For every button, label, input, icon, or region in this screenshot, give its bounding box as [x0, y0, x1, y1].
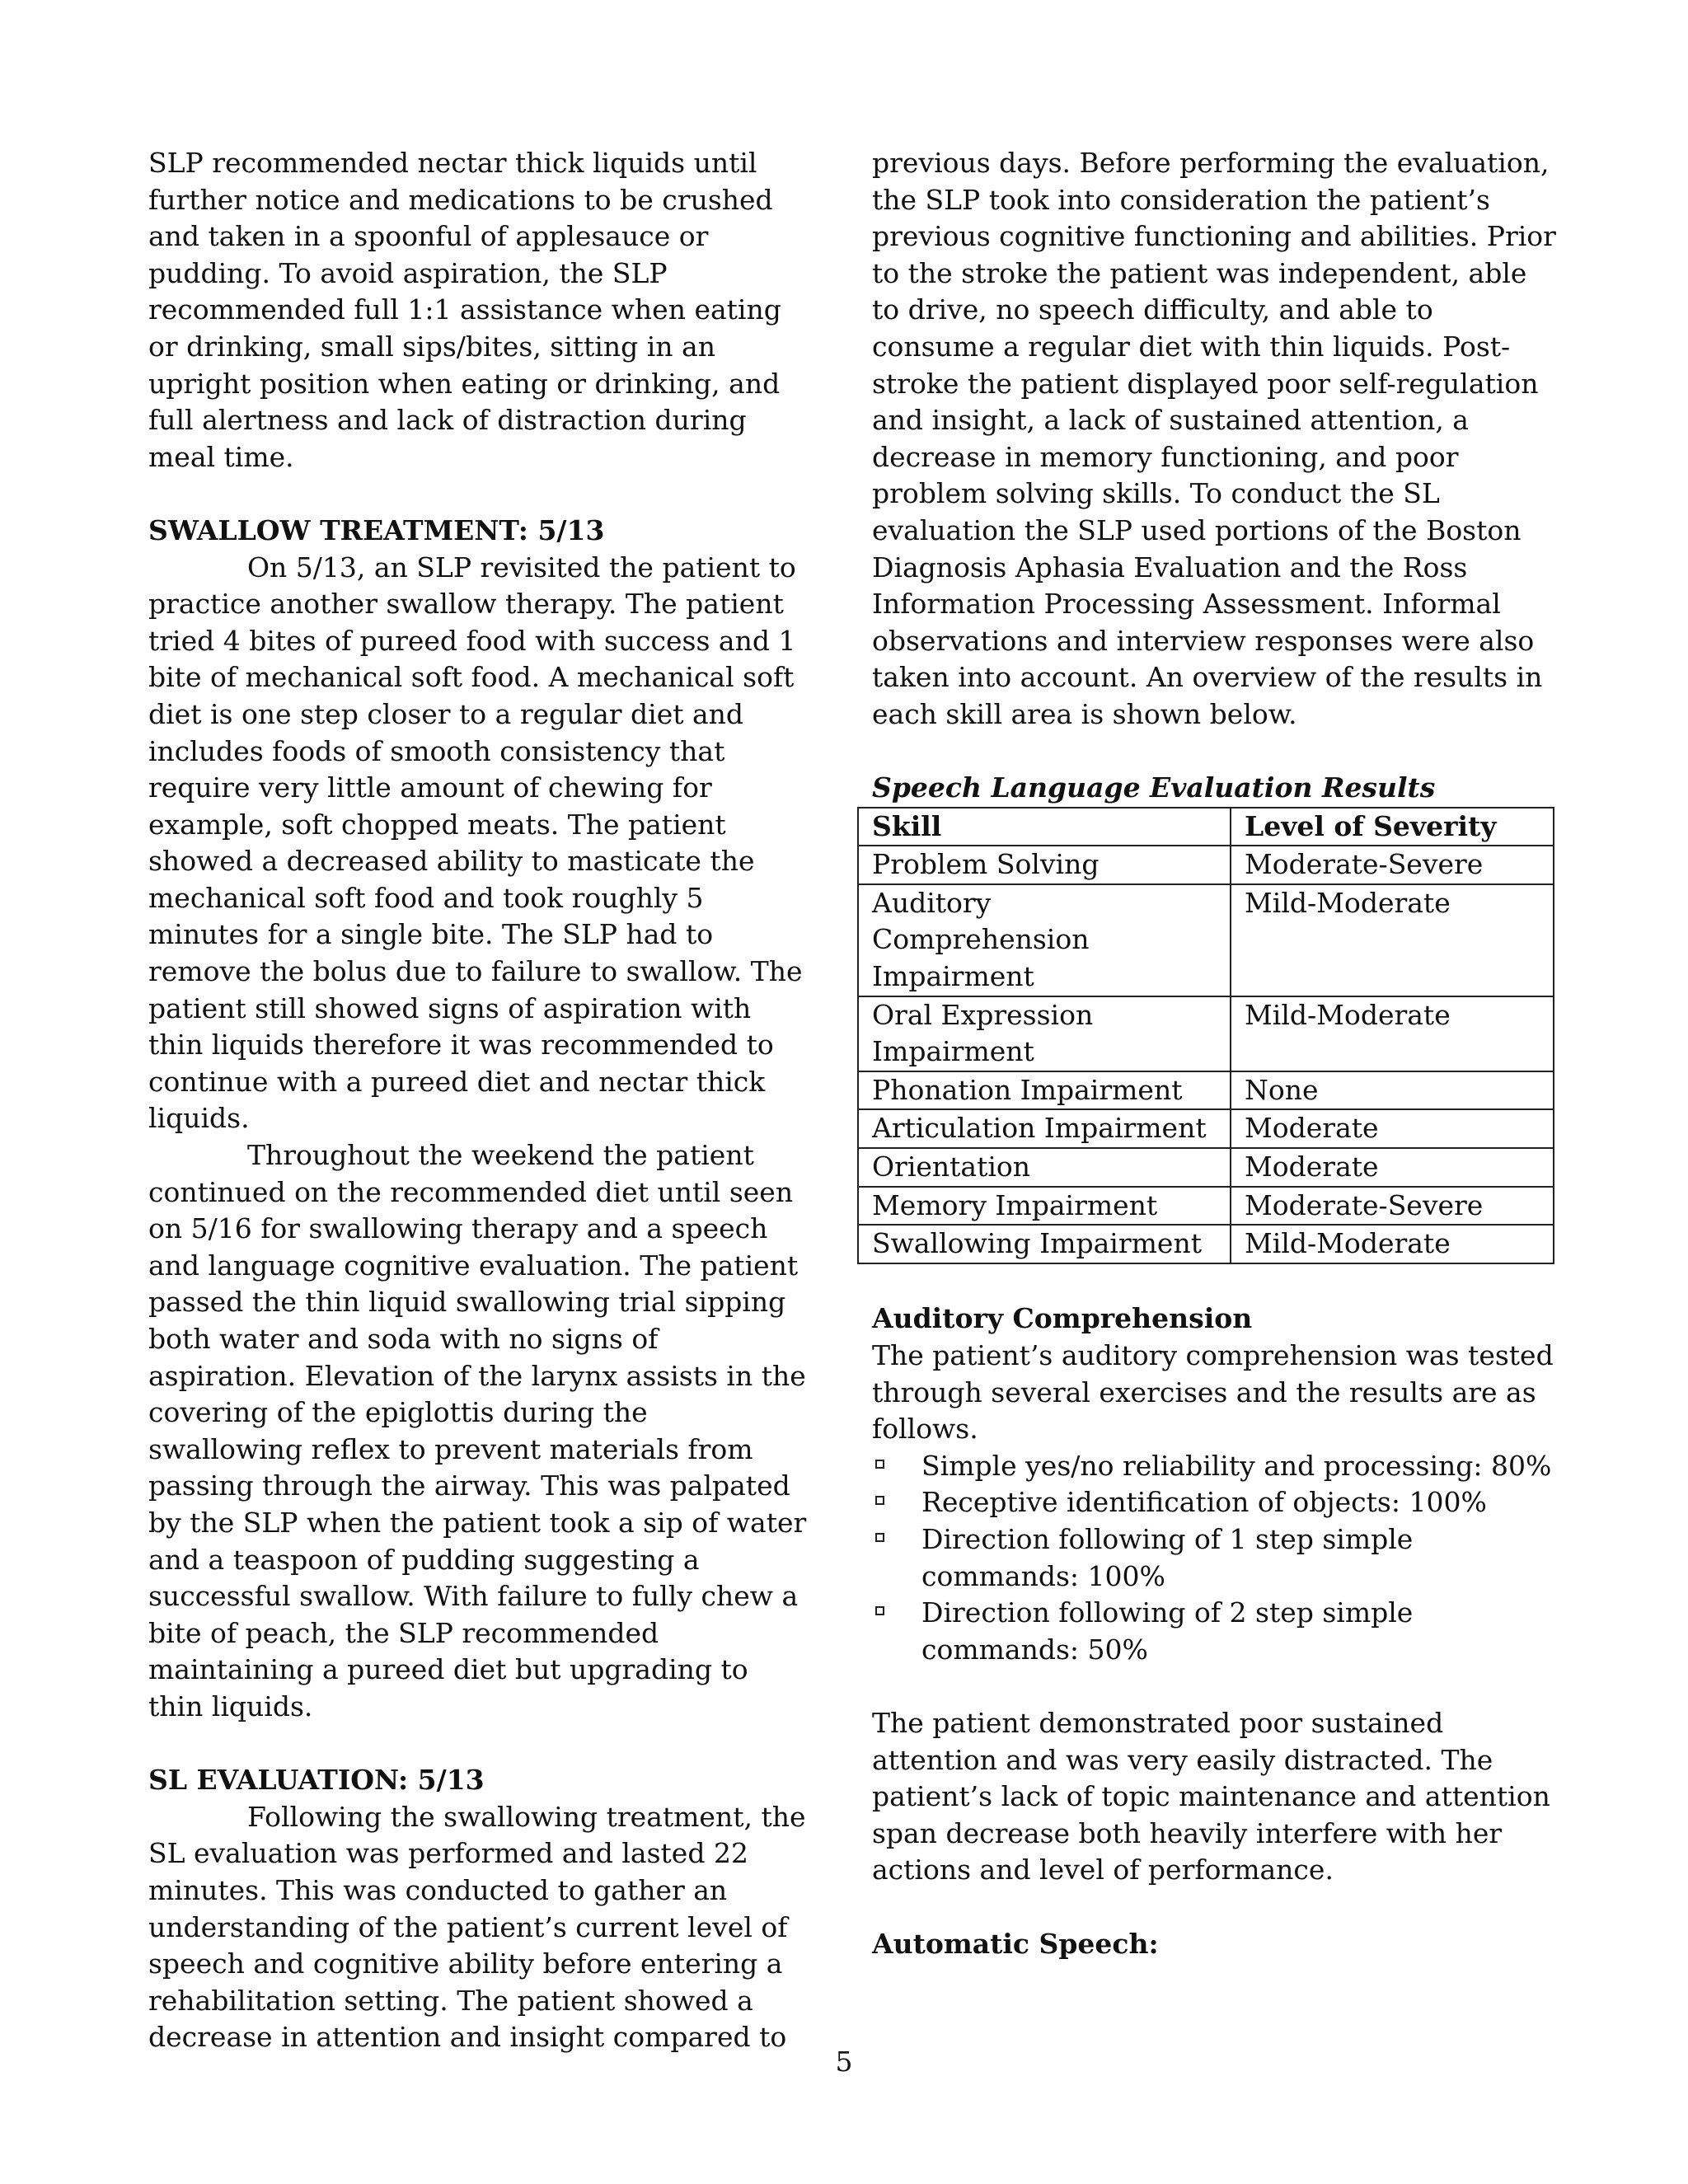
swallow-treatment-heading: SWALLOW TREATMENT: 5/13 — [148, 513, 605, 546]
severity-cell: Mild-Moderate — [1231, 996, 1554, 1071]
sl-evaluation-paragraph: Following the swallowing treatment, the SL evaluation was performed and lasted 22 minutes. This was conducted to gather an understanding of the patient’s current level of speech and cognitive ability before entering a rehabilitation setting. The patient showed a decrease in attention and insight compared to — [148, 1800, 806, 2054]
spacer — [872, 1668, 1556, 1705]
list-item — [872, 1448, 1556, 1485]
severity-cell: Mild-Moderate — [1231, 884, 1554, 996]
swallow-paragraph-1: On 5/13, an SLP revisited the patient to practice another swallow therapy. The patient tried 4 bites of pureed food with success and 1 bite of mechanical soft food. A mechanical soft diet is one step closer to a regular diet and includes foods of smooth consistency that require very little amount of chewing for example, soft chopped meats. The patient showed a decreased ability to masticate the mechanical soft food and took roughly 5 minutes for a single bite. The SLP had to remove the bolus due to failure to swallow. The patient still showed signs of aspiration with thin liquids therefore it was recommended to continue with a pureed diet and nectar thick liquids. — [148, 551, 803, 1135]
table-row — [858, 1225, 1554, 1263]
list-item-text: Receptive identification of objects: 100% — [921, 1486, 1487, 1519]
table-caption: Speech Language Evaluation Results — [872, 771, 1436, 804]
list-item-text: Direction following of 2 step simple commands: 50% — [921, 1596, 1414, 1666]
continued-paragraph: previous days. Before performing the evaluation, the SLP took into consideration the patient’s previous cognitive functioning and abilities. Prior to the stroke the patient was independent, able to drive, no speech difficulty, and able to consume a regular diet with thin liquids. Post-stroke the patient displayed poor self-regulation and insight, a lack of sustained attention, a decrease in memory functioning, and poor problem solving skills. To conduct the SL evaluation the SLP used portions of the Boston Diagnosis Aphasia Evaluation and the Ross Information Processing Assessment. Informal observations and interview responses were also taken into account. An overview of the results in each skill area is shown below. — [872, 147, 1556, 730]
severity-cell: Moderate-Severe — [1231, 1187, 1554, 1226]
square-bullet-icon — [875, 1533, 884, 1542]
table-row — [858, 996, 1554, 1071]
auditory-intro: The patient’s auditory comprehension was tested through several exercises and the results are as follows. — [872, 1339, 1554, 1446]
severity-table — [857, 807, 1554, 1264]
swallow-paragraph-2: Throughout the weekend the patient continued on the recommended diet until seen on 5/16 for swallowing therapy and a speech and language cognitive evaluation. The patient passed the thin liquid swallowing trial sipping both water and soda with no signs of aspiration. Elevation of the larynx assists in the covering of the epiglottis during the swallowing reflex to prevent materials from passing through the airway. This was palpated by the SLP when the patient took a sip of water and a teaspoon of pudding suggesting a successful swallow. With failure to fully chew a bite of peach, the SLP recommended maintaining a pureed diet but upgrading to thin liquids. — [148, 1139, 807, 1722]
severity-cell: Moderate — [1231, 1109, 1554, 1148]
table-row — [858, 1148, 1554, 1187]
table-header-row — [858, 808, 1554, 846]
table-header-skill: Skill — [858, 808, 1231, 846]
table-row — [858, 1187, 1554, 1226]
square-bullet-icon — [875, 1606, 884, 1615]
automatic-speech-heading: Automatic Speech: — [872, 1927, 1159, 1960]
skill-cell: Memory Impairment — [858, 1187, 1231, 1226]
spacer — [148, 476, 808, 513]
skill-cell: Swallowing Impairment — [858, 1225, 1231, 1263]
table-row — [858, 1071, 1554, 1110]
sl-evaluation-heading: SL EVALUATION: 5/13 — [148, 1764, 485, 1797]
attention-paragraph: The patient demonstrated poor sustained attention and was very easily distracted. The patient’s lack of topic maintenance and attention span decrease both heavily interfere with her actions and level of performance. — [872, 1706, 1550, 1886]
list-item — [872, 1484, 1556, 1521]
severity-cell: Moderate — [1231, 1148, 1554, 1187]
square-bullet-icon — [875, 1496, 884, 1505]
spacer — [872, 1889, 1556, 1926]
square-bullet-icon — [875, 1460, 884, 1469]
list-item — [872, 1521, 1556, 1595]
auditory-results-list — [872, 1448, 1556, 1669]
list-item-text: Direction following of 1 step simple commands: 100% — [921, 1522, 1414, 1592]
intro-paragraph: SLP recommended nectar thick liquids until further notice and medications to be crushed and taken in a spoonful of applesauce or pudding. To avoid aspiration, the SLP recommended full 1:1 assistance when eating or drinking, small sips/bites, sitting in an upright position when eating or drinking, and full alertness and lack of distraction during meal time. — [148, 147, 781, 473]
left-column — [148, 145, 808, 2056]
table-header-severity: Level of Severity — [1231, 808, 1554, 846]
skill-cell: Phonation Impairment — [858, 1071, 1231, 1110]
spacer — [872, 1264, 1556, 1301]
table-row — [858, 1109, 1554, 1148]
skill-cell: Oral Expression Impairment — [858, 996, 1231, 1071]
page-number: 5 — [835, 2046, 853, 2078]
right-column — [872, 145, 1556, 1962]
skill-cell: Problem Solving — [858, 846, 1231, 884]
skill-cell: Articulation Impairment — [858, 1109, 1231, 1148]
severity-cell: Mild-Moderate — [1231, 1225, 1554, 1263]
spacer — [148, 1726, 808, 1763]
table-row — [858, 846, 1554, 884]
list-item-text: Simple yes/no reliability and processing: 80% — [921, 1449, 1552, 1482]
severity-cell: Moderate-Severe — [1231, 846, 1554, 884]
severity-cell: None — [1231, 1071, 1554, 1110]
table-row — [858, 884, 1554, 996]
skill-cell: Auditory Comprehension Impairment — [858, 884, 1231, 996]
spacer — [872, 733, 1556, 771]
auditory-comprehension-heading: Auditory Comprehension — [872, 1302, 1253, 1335]
skill-cell: Orientation — [858, 1148, 1231, 1187]
list-item — [872, 1595, 1556, 1668]
